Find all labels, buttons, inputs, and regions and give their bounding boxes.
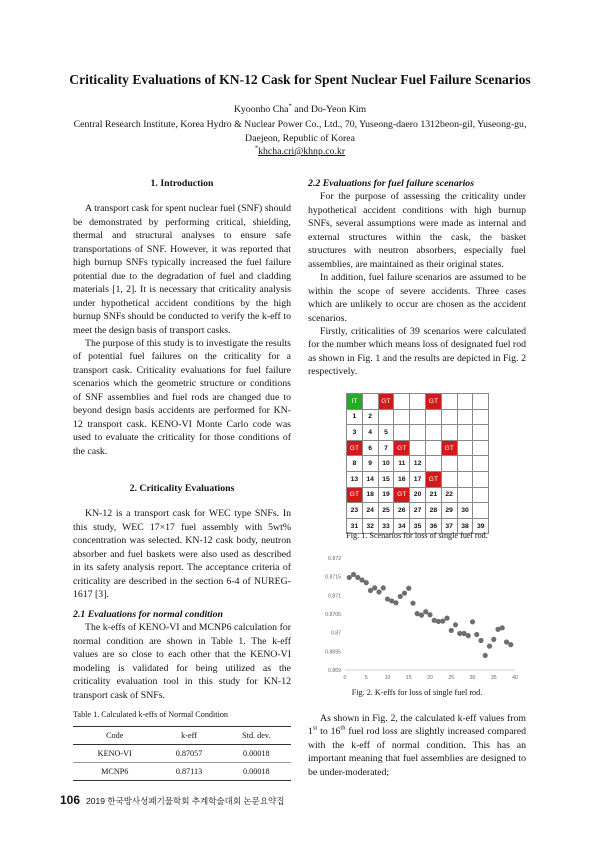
page-footer: [60, 793, 284, 807]
fuel-rod-cell: 2: [362, 409, 378, 425]
author-2: and Do-Yeon Kim: [291, 104, 367, 115]
fig1-caption: Fig. 1. Scenarios for loss of single fuel rod.: [346, 531, 488, 540]
fuel-rod-cell: 8: [347, 456, 363, 472]
data-point: [347, 575, 352, 580]
fuel-rod-cell: [457, 440, 473, 456]
fuel-rod-cell: 21: [425, 487, 441, 503]
fuel-rod-cell: 27: [410, 503, 426, 519]
x-tick-label: 5: [364, 675, 368, 681]
fig2-caption: Fig. 2. K-effs for loss of single fuel rod.: [351, 688, 483, 697]
fuel-rod-cell: 28: [425, 503, 441, 519]
fuel-rod-cell: [394, 394, 410, 410]
sec22-paragraph-1: For the purpose of assessing the criticality under hypothetical accident conditions with high burnup SNFs, several assumptions were made as internal and external structures within the cask, the basket structures with neutron absorbers, especially fuel assemblies, are maintained as their original states.: [308, 191, 526, 270]
sec22-paragraph-2: In addition, fuel failure scenarios are assumed to be within the scope of severe accidents. Three cases which are unlikely to occur are chosen as the accident scenarios.: [308, 272, 526, 324]
grid-row: [347, 409, 489, 425]
fuel-rod-cell: [441, 394, 457, 410]
section-1-heading: 1. Introduction: [150, 178, 214, 189]
fuel-rod-cell: 6: [362, 440, 378, 456]
paper-title: Criticality Evaluations of KN-12 Cask for Spent Nuclear Fuel Failure Scenarios: [69, 72, 531, 87]
affiliation: Central Research Institute, Korea Hydro & Nuclear Power Co., Ltd., 70, Yuseong-daero 1312beon-gil, Yuseong-gu, Daejeon, Republic of Korea: [73, 119, 527, 144]
fuel-rod-cell: [410, 394, 426, 410]
fuel-rod-cell: 18: [362, 487, 378, 503]
fuel-rod-cell: 12: [410, 456, 426, 472]
x-tick-label: 35: [490, 675, 497, 681]
fuel-rod-cell: [473, 471, 489, 487]
fuel-rod-cell: 3: [347, 425, 363, 441]
guide-tube-cell: GT: [347, 487, 363, 503]
x-tick-label: 40: [512, 675, 518, 681]
data-point: [470, 619, 475, 624]
fuel-rod-cell: 30: [457, 503, 473, 519]
sec1-paragraph-1: A transport cask for spent nuclear fuel (SNF) should be demonstrated by performing critical, shielding, thermal and structural analyses to ensure safe transportations of SNF. However, it was reported that high burnup SNFs typically increased the fuel failure potential due to the degradation of fuel and cladding materials [1, 2]. It is necessary that criticality analysis under hypothetical accident conditions by the high burnup SNFs should be conducted to verify the k-eff to meet the design basis of transport casks.: [73, 203, 291, 336]
table-cell: 0.00018: [222, 763, 291, 781]
superscript: th: [340, 725, 346, 733]
table-cell: 0.87057: [156, 745, 221, 763]
data-point: [453, 622, 458, 627]
fuel-rod-cell: [457, 471, 473, 487]
section-2-1-heading: 2.1 Evaluations for normal condition: [73, 609, 223, 620]
y-tick-label: 0.8705: [325, 612, 341, 618]
author-line: [0, 104, 600, 115]
fuel-rod-cell: 23: [347, 503, 363, 519]
email-link[interactable]: khcha.cri@khnp.co.kr: [258, 146, 346, 157]
fuel-rod-cell: [473, 503, 489, 519]
data-point: [500, 625, 505, 630]
fuel-rod-cell: 22: [441, 487, 457, 503]
fuel-rod-cell: 34: [394, 518, 410, 534]
section-2-2-heading: 2.2 Evaluations for fuel failure scenarios: [308, 178, 475, 189]
fuel-rod-cell: 38: [457, 518, 473, 534]
fuel-rod-cell: 29: [441, 503, 457, 519]
fuel-rod-cell: 7: [378, 440, 394, 456]
grid-row: [347, 487, 489, 503]
table-cell: 0.00018: [222, 745, 291, 763]
data-point: [364, 580, 369, 585]
fuel-rod-cell: [457, 425, 473, 441]
fuel-rod-cell: 19: [378, 487, 394, 503]
data-point: [427, 612, 432, 617]
left-column-sec21: [73, 608, 291, 702]
footer-text: 2019 한국방사성폐기물학회 추계학술대회 논문요약집: [86, 796, 285, 806]
table-header-cell: k-eff: [156, 727, 221, 745]
sec22-paragraph-4: [308, 712, 526, 779]
right-column-bottom: [308, 712, 526, 779]
fuel-rod-cell: 25: [378, 503, 394, 519]
data-point: [444, 616, 449, 621]
section-2-heading: 2. Criticality Evaluations: [129, 483, 235, 494]
text-run: to 16: [317, 726, 341, 738]
data-point: [508, 642, 513, 647]
data-point: [419, 613, 424, 618]
fuel-rod-cell: 36: [425, 518, 441, 534]
grid-row: [347, 456, 489, 472]
guide-tube-cell: GT: [425, 394, 441, 410]
fuel-rod-cell: 16: [394, 471, 410, 487]
corresponding-mark: *: [288, 102, 292, 110]
data-point: [474, 632, 479, 637]
x-tick-label: 25: [448, 675, 455, 681]
data-point: [483, 653, 488, 658]
left-column-sec2: [73, 482, 291, 602]
guide-tube-cell: GT: [394, 487, 410, 503]
fuel-rod-cell: [425, 409, 441, 425]
fuel-rod-cell: [362, 394, 378, 410]
fuel-rod-cell: [378, 409, 394, 425]
fuel-rod-cell: 35: [410, 518, 426, 534]
sec21-paragraph-1: The k-effs of KENO-VI and MCNP6 calculation for normal condition are shown in Table 1. The k-eff values are so close to each other that the KENO-VI modeling is validated for being utilized as the criticality evaluation tool in this study for KN-12 transport cask of SNFs.: [73, 622, 291, 701]
right-column: [308, 177, 526, 379]
y-tick-label: 0.87: [330, 630, 341, 637]
fuel-rod-cell: [473, 425, 489, 441]
data-point: [351, 572, 356, 577]
data-point: [423, 609, 428, 614]
table-cell: KENO-VI: [73, 745, 156, 763]
fuel-rod-cell: 39: [473, 518, 489, 534]
author-1: Kyoonho Cha: [233, 104, 289, 115]
fuel-rod-cell: [410, 440, 426, 456]
fuel-rod-cell: 20: [410, 487, 426, 503]
sec2-paragraph-1: KN-12 is a transport cask for WEC type SNFs. In this study, WEC 17×17 fuel assembly with 5wt% concentration was selected. KN-12 cask body, neutron absorber and fuel baskets were also used as described in its safety analysis report. The acceptance criteria of criticality are described in the section 6-4 of NUREG-1617 [3].: [73, 508, 291, 601]
sec22-paragraph-3: Firstly, criticalities of 39 scenarios were calculated for the number which means loss of designated fuel rod as shown in Fig. 1 and the results are depicted in Fig. 2 respectively.: [308, 325, 526, 378]
fuel-rod-cell: [441, 456, 457, 472]
data-point: [402, 590, 407, 595]
data-point: [406, 586, 411, 591]
x-tick-label: 0: [343, 675, 347, 681]
table-1: [73, 726, 291, 781]
y-tick-label: 0.869: [328, 668, 341, 674]
y-tick-label: 0.871: [328, 593, 341, 600]
table-header-cell: Code: [73, 727, 156, 745]
fuel-rod-cell: [425, 456, 441, 472]
fuel-rod-cell: 13: [347, 471, 363, 487]
email-line: [0, 146, 600, 157]
fuel-rod-cell: [394, 425, 410, 441]
fuel-rod-cell: 4: [362, 425, 378, 441]
table-1-caption: Table 1. Calculated k-effs of Normal Condition: [73, 710, 229, 719]
guide-tube-cell: GT: [347, 440, 363, 456]
fuel-rod-cell: [394, 409, 410, 425]
table-row: [73, 745, 291, 763]
data-point: [372, 585, 377, 590]
fuel-rod-cell: 24: [362, 503, 378, 519]
grid-row: [347, 394, 489, 410]
fuel-rod-cell: 1: [347, 409, 363, 425]
fuel-rod-cell: 31: [347, 518, 363, 534]
table-cell: MCNP6: [73, 763, 156, 781]
x-tick-label: 20: [427, 675, 433, 681]
data-point: [381, 585, 386, 590]
fuel-rod-cell: [410, 409, 426, 425]
grid-row: [347, 503, 489, 519]
fuel-rod-cell: 37: [441, 518, 457, 534]
data-point: [449, 628, 454, 633]
data-point: [487, 644, 492, 649]
data-point: [398, 594, 403, 599]
instrument-tube-cell: IT: [347, 394, 363, 410]
data-point: [376, 589, 381, 594]
grid-row: [347, 471, 489, 487]
fuel-rod-cell: [473, 440, 489, 456]
data-point: [491, 637, 496, 642]
fuel-rod-cell: 11: [394, 456, 410, 472]
table-header-cell: Std. dev.: [222, 727, 291, 745]
fuel-rod-cell: 17: [410, 471, 426, 487]
fuel-rod-cell: [441, 409, 457, 425]
fuel-rod-cell: [441, 471, 457, 487]
fuel-rod-cell: [473, 456, 489, 472]
table-row: [73, 763, 291, 781]
fuel-rod-cell: 33: [378, 518, 394, 534]
fuel-rod-cell: 10: [378, 456, 394, 472]
y-tick-label: 0.872: [328, 556, 341, 562]
grid-row: [347, 440, 489, 456]
data-point: [466, 633, 471, 638]
fuel-rod-cell: [457, 487, 473, 503]
fuel-rod-cell: [457, 456, 473, 472]
data-point: [410, 601, 415, 606]
fuel-rod-cell: 32: [362, 518, 378, 534]
superscript: st: [312, 725, 318, 733]
x-tick-label: 15: [405, 675, 412, 681]
guide-tube-cell: GT: [378, 394, 394, 410]
fuel-rod-cell: 26: [394, 503, 410, 519]
y-tick-label: 0.8715: [325, 574, 341, 581]
page-number: 106: [60, 793, 81, 807]
table-cell: 0.87113: [156, 763, 221, 781]
fuel-rod-cell: [441, 425, 457, 441]
fuel-rod-cell: [457, 409, 473, 425]
guide-tube-cell: GT: [441, 440, 457, 456]
email-mark: *: [254, 144, 259, 152]
fuel-rod-cell: [457, 394, 473, 410]
fuel-rod-cell: 5: [378, 425, 394, 441]
data-point: [393, 600, 398, 605]
x-tick-label: 30: [469, 675, 476, 681]
fuel-rod-cell: [473, 394, 489, 410]
guide-tube-cell: GT: [394, 440, 410, 456]
fuel-rod-cell: 14: [362, 471, 378, 487]
x-tick-label: 10: [384, 675, 391, 681]
sec1-paragraph-2: The purpose of this study is to investigate the results of potential fuel failures on the criticality for a transport cask. Criticality evaluations for fuel failure scenarios which the geometric structure or conditions of SNF assemblies and fuel rods are changed due to beyond design basis accidents are performed for KN-12 transport cask. KENO-VI Monte Carlo code was used to evaluate the criticality for those conditions of the cask.: [73, 337, 291, 457]
grid-row: [347, 425, 489, 441]
table-header-row: [73, 727, 291, 745]
fuel-rod-cell: 9: [362, 456, 378, 472]
text-run: fuel rod loss are slightly increased compared with the k-eff of normal condition. This has an important meaning that fuel assemblies are designed to be under-moderated;: [308, 726, 526, 778]
text-run: As shown in Fig. 2, the calculated k-eff values from 1: [308, 713, 526, 738]
fuel-rod-cell: [473, 409, 489, 425]
left-column: [73, 177, 291, 458]
fuel-rod-cell: [425, 425, 441, 441]
data-point: [440, 618, 445, 623]
y-tick-label: 0.8695: [325, 649, 341, 656]
guide-tube-cell: GT: [425, 471, 441, 487]
fuel-rod-cell: [410, 425, 426, 441]
fuel-rod-grid: [346, 393, 489, 534]
keff-scatter-chart: [315, 552, 525, 687]
data-point: [478, 638, 483, 643]
fuel-rod-cell: [473, 487, 489, 503]
fuel-rod-cell: [425, 440, 441, 456]
fuel-rod-cell: 15: [378, 471, 394, 487]
